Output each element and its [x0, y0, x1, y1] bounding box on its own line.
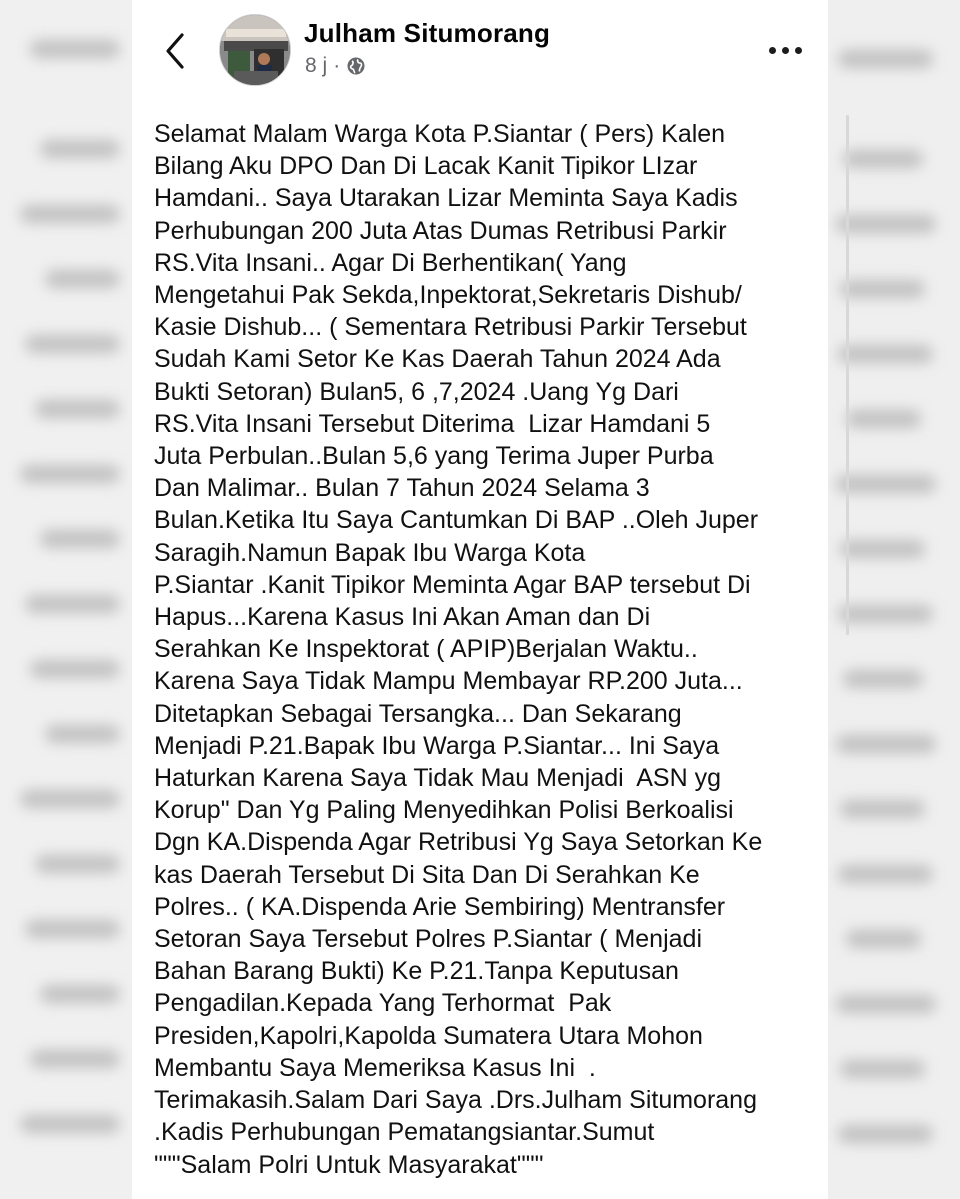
post-text-line: Ditetapkan Sebagai Tersangka... Dan Sekarang	[154, 699, 682, 728]
more-options-icon-dot	[769, 47, 776, 54]
post-text-line: Bahan Barang Bukti) Ke P.21.Tanpa Keputusan	[154, 957, 679, 986]
post-text-line: Hapus...Karena Kasus Ini Akan Aman dan Di	[154, 603, 651, 632]
post-text-line: Setoran Saya Tersebut Polres P.Siantar ( Menjadi	[154, 925, 702, 954]
more-options-button[interactable]	[762, 36, 808, 64]
post-text-line: RS.Vita Insani.. Agar Di Berhentikan( Yang	[154, 248, 627, 277]
globe-icon	[346, 56, 366, 76]
post-text-line: Haturkan Karena Saya Tidak Mau Menjadi ASN yg	[154, 764, 721, 793]
post-text-line: kas Daerah Tersebut Di Sita Dan Di Serahkan Ke	[154, 860, 700, 889]
post-text-line: Dan Malimar.. Bulan 7 Tahun 2024 Selama 3	[154, 474, 650, 503]
back-button[interactable]	[158, 28, 192, 74]
post-text-line: Dgn KA.Dispenda Agar Retribusi Yg Saya Setorkan Ke	[154, 828, 763, 857]
post-text-line: RS.Vita Insani Tersebut Diterima Lizar Hamdani 5	[154, 409, 711, 438]
post-text-line: Hamdani.. Saya Utarakan Lizar Meminta Saya Kadis	[154, 184, 738, 213]
post-text-line: Pengadilan.Kepada Yang Terhormat Pak	[154, 989, 612, 1018]
post-text-line: Perhubungan 200 Juta Atas Dumas Retribusi Parkir	[154, 216, 727, 245]
post-text-line: Menjadi P.21.Bapak Ibu Warga P.Siantar... Ini Saya	[154, 731, 720, 760]
post-text-line: Mengetahui Pak Sekda,Inpektorat,Sekretaris Dishub/	[154, 281, 742, 310]
post-text	[154, 118, 826, 1181]
post-text-line: Polres.. ( KA.Dispenda Arie Sembiring) Mentransfer	[154, 892, 726, 921]
scrollbar[interactable]	[846, 115, 849, 635]
more-options-icon-dot	[795, 47, 802, 54]
post-text-line: Serahkan Ke Inspektorat ( APIP)Berjalan Waktu..	[154, 635, 698, 664]
post-text-line: Presiden,Kapolri,Kapolda Sumatera Utara Mohon	[154, 1021, 703, 1050]
post-text-line: Korup" Dan Yg Paling Menyedihkan Polisi Berkoalisi	[154, 796, 734, 825]
author-name[interactable]: Julham Situmorang	[304, 18, 551, 48]
post-text-line: .Kadis Perhubungan Pematangsiantar.Sumut	[154, 1118, 655, 1147]
chevron-left-icon	[164, 32, 186, 70]
post-text-line: """Salam Polri Untuk Masyarakat"""	[154, 1150, 544, 1179]
more-options-icon-dot	[782, 47, 789, 54]
post-time[interactable]: 8 j	[305, 54, 328, 77]
post-text-line: Saragih.Namun Bapak Ibu Warga Kota	[154, 538, 586, 567]
post-text-line: Sudah Kami Setor Ke Kas Daerah Tahun 2024 Ada	[154, 345, 721, 374]
avatar[interactable]	[219, 14, 291, 86]
post-text-line: Bilang Aku DPO Dan Di Lacak Kanit Tipikor LIzar	[154, 152, 698, 181]
post-meta	[305, 54, 366, 78]
post-text-line: P.Siantar .Kanit Tipikor Meminta Agar BAP tersebut Di	[154, 570, 751, 599]
post-text-line: Bulan.Ketika Itu Saya Cantumkan Di BAP ..Oleh Juper	[154, 506, 759, 535]
meta-separator: ·	[333, 54, 341, 77]
post-text-line: Bukti Setoran) Bulan5, 6 ,7,2024 .Uang Yg Dari	[154, 377, 679, 406]
post-text-line: Membantu Saya Memeriksa Kasus Ini .	[154, 1053, 596, 1082]
blurred-background-left	[0, 0, 132, 1199]
post-text-line: Juta Perbulan..Bulan 5,6 yang Terima Juper Purba	[154, 442, 714, 471]
post-text-line: Kasie Dishub... ( Sementara Retribusi Parkir Tersebut	[154, 313, 747, 342]
post-text-line: Terimakasih.Salam Dari Saya .Drs.Julham Situmorang	[154, 1086, 757, 1115]
post-text-line: Selamat Malam Warga Kota P.Siantar ( Pers) Kalen	[154, 120, 726, 148]
avatar-image	[220, 15, 291, 86]
post-text-line: Karena Saya Tidak Mampu Membayar RP.200 Juta...	[154, 667, 743, 696]
